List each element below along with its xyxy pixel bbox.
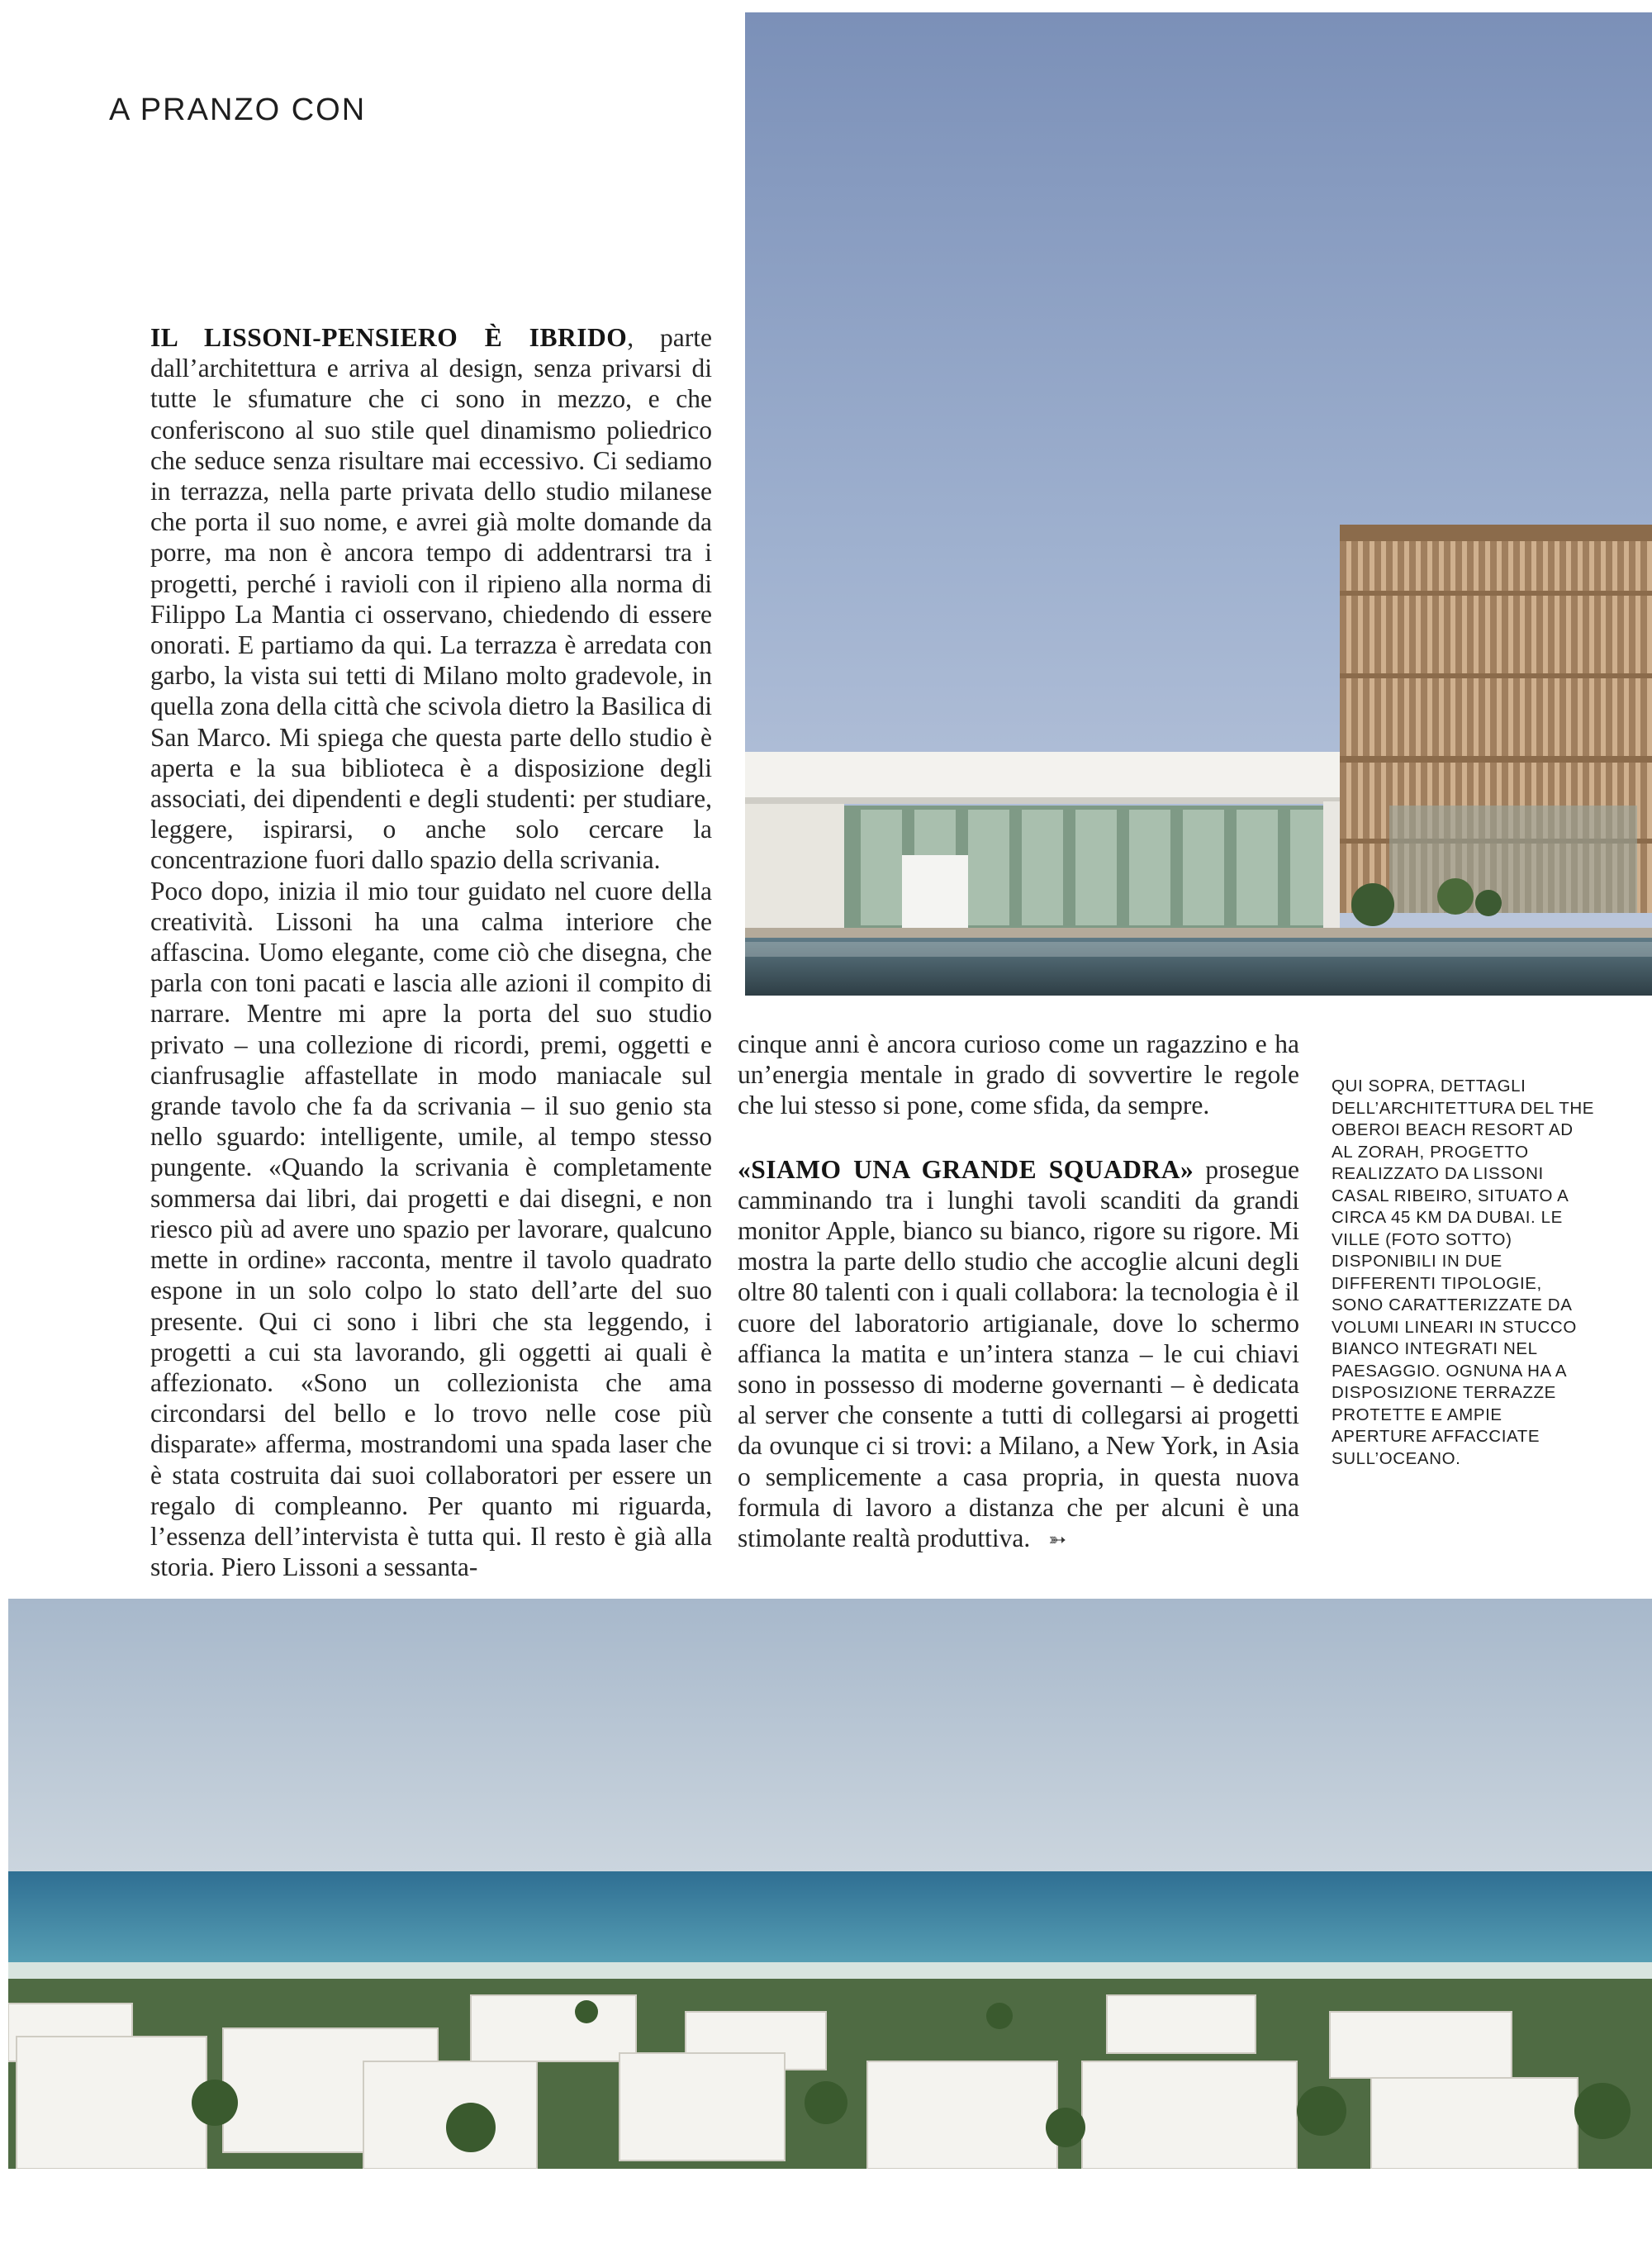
section-label: A PRANZO CON	[109, 93, 367, 127]
paragraph-text: prosegue camminando tra i lunghi tavoli scanditi da grandi monitor Apple, bianco su bianco, rigore su rigore. Mi mostra la parte dello studio che accoglie alcuni degli oltre 80 talenti con i quali collabora: la tecnologia è il cuore del laboratorio artigianale, dove lo schermo affianca la matita e un’intera stanza – le cui chiavi sono in possesso di moderne governanti – è dedicata al server che consente a tutti di collegarsi ai progetti da ovunque ci si trovi: a Milano, a New York, in Asia o semplicemente a casa propria, in questa nuova formula di lavoro a distanza che per alcuni è una stimolante realtà produttiva.	[738, 1154, 1299, 1553]
lead-in: IL LISSONI-PENSIERO È IBRIDO	[150, 323, 628, 352]
lead-in: «SIAMO UNA GRANDE SQUADRA»	[738, 1154, 1194, 1184]
paragraph: cinque anni è ancora curioso come un ragazzino e ha un’energia mentale in grado di sovvertire le regole che lui stesso si pone, come sfida, da sempre.	[738, 1029, 1299, 1120]
paragraph	[150, 322, 712, 876]
article-column-2	[738, 1029, 1299, 1556]
resort-architecture-illustration	[745, 12, 1652, 996]
continue-arrow-icon: ➳	[1048, 1528, 1067, 1553]
article-column-1	[150, 322, 712, 1582]
resort-villas-photo	[8, 1599, 1652, 2169]
paragraph	[738, 1154, 1299, 1557]
paragraph-text: , parte dall’architettura e arriva al design, senza privarsi di tutte le sfumature che ci sono in mezzo, e che conferiscono al suo stile quel dinamismo poliedrico che seduce senza risultare mai eccessivo. Ci sediamo in terrazza, nella parte privata dello studio milanese che porta il suo nome, e avrei già molte domande da porre, ma non è ancora tempo di addentrarsi tra i progetti, perché i ravioli con il ripieno alla norma di Filippo La Mantia ci osservano, chiedendo di essere onorati. E partiamo da qui. La terrazza è arredata con garbo, la vista sui tetti di Milano molto gradevole, in quella zona della città che scivola dietro la Basilica di San Marco. Mi spiega che questa parte dello studio è aperta e la sua biblioteca è a disposizione degli associati, dei dipendenti e degli studenti: per studiare, leggere, ispirarsi, o anche solo cercare la concentrazione fuori dallo spazio della scrivania.	[150, 323, 712, 875]
photo-caption: QUI SOPRA, DETTAGLI DELL’ARCHITETTURA DEL THE OBEROI BEACH RESORT AD AL ZORAH, PROGETTO REALIZZATO DA LISSONI CASAL RIBEIRO, SITUATO A CIRCA 45 KM DA DUBAI. LE VILLE (FOTO SOTTO) DISPONIBILI IN DUE DIFFERENTI TIPOLOGIE, SONO CARATTERIZZATE DA VOLUMI LINEARI IN STUCCO BIANCO INTEGRATI NEL PAESAGGIO. OGNUNA HA A DISPOSIZIONE TERRAZZE PROTETTE E AMPIE APERTURE AFFACCIATE SULL’OCEANO.	[1332, 1077, 1595, 1468]
paragraph: Poco dopo, inizia il mio tour guidato nel cuore della creatività. Lissoni ha una calma interiore che affascina. Uomo elegante, come ciò che disegna, che parla con toni pacati e lascia alle azioni il compito di narrare. Mentre mi apre la porta del suo studio privato – una collezione di ricordi, premi, oggetti e cianfrusaglie affastellate in modo maniacale sul grande tavolo che fa da scrivania – il suo genio sta nello sguardo: intelligente, umile, al tempo stesso pungente. «Quando la scrivania è completamente sommersa dai libri, dai progetti e dai disegni, e non riesco più ad avere uno spazio per lavorare, qualcuno mette in ordine» racconta, mentre il tavolo quadrato espone in un solo colpo lo stato dell’arte del suo presente. Qui ci sono i libri che sta leggendo, i progetti a cui sta lavorando, gli oggetti ai quali è affezionato. «Sono un collezionista che ama circondarsi del bello e lo trovo nelle cose più disparate» afferma, mostrandomi una spada laser che è stata costruita dai suoi collaboratori per essere un regalo di compleanno. Per quanto mi riguarda, l’essenza dell’intervista è tutta qui. Il resto è già alla storia. Piero Lissoni a sessanta-	[150, 876, 712, 1582]
resort-villas-illustration	[8, 1599, 1652, 2169]
resort-architecture-photo	[745, 12, 1652, 996]
